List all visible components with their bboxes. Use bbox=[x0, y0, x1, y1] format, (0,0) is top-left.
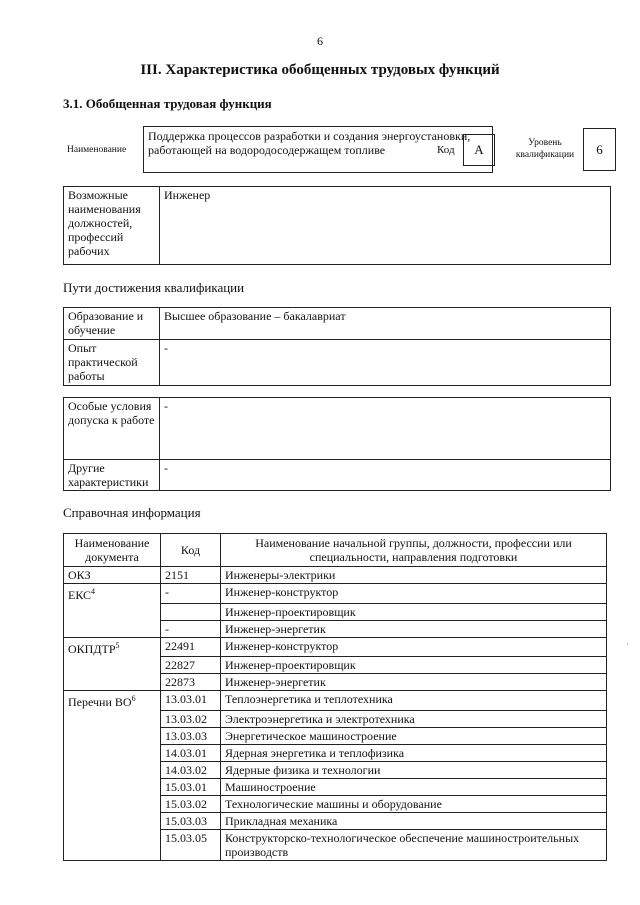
experience-label: Опыт практической работы bbox=[64, 340, 160, 386]
ref-code-cell: 22491 bbox=[161, 637, 221, 657]
ref-document-cell bbox=[64, 710, 161, 727]
function-code-value: А bbox=[463, 134, 495, 166]
ref-code-cell: 15.03.02 bbox=[161, 795, 221, 812]
ref-document-cell bbox=[64, 567, 161, 584]
ref-code-cell bbox=[161, 603, 221, 620]
table-row bbox=[64, 761, 607, 778]
table-row bbox=[64, 657, 607, 674]
ref-name-cell: Инженер-проектировщик bbox=[221, 603, 607, 620]
reference-title: Справочная информация bbox=[63, 505, 201, 520]
ref-name-cell: Прикладная механика bbox=[221, 812, 607, 829]
ref-code-cell: - bbox=[161, 620, 221, 637]
other-characteristics-value: - bbox=[160, 460, 611, 491]
ref-name-cell: Энергетическое машиностроение bbox=[221, 727, 607, 744]
table-row bbox=[64, 829, 607, 860]
table-row bbox=[64, 727, 607, 744]
ref-code-cell: 2151 bbox=[161, 567, 221, 584]
ref-name-cell: Инженер-конструктор bbox=[221, 584, 607, 604]
ref-name-cell: Инженер-проектировщик bbox=[221, 657, 607, 674]
table-row bbox=[64, 691, 607, 711]
table-row bbox=[64, 603, 607, 620]
ref-document-cell bbox=[64, 674, 161, 691]
table-row bbox=[64, 620, 607, 637]
ref-name-cell: Теплоэнергетика и теплотехника bbox=[221, 691, 607, 711]
ref-code-cell: 13.03.02 bbox=[161, 710, 221, 727]
ref-code-cell: - bbox=[161, 584, 221, 604]
subsection-title: 3.1. Обобщенная трудовая функция bbox=[63, 96, 272, 111]
table-row bbox=[64, 795, 607, 812]
ref-document-name: ОКЗ bbox=[68, 568, 91, 582]
table-row bbox=[64, 778, 607, 795]
ref-document-cell bbox=[64, 761, 161, 778]
ref-name-cell: Ядерные физика и технологии bbox=[221, 761, 607, 778]
ref-document-name: ЕКС bbox=[68, 588, 92, 602]
ref-name-cell: Инженер-энергетик bbox=[221, 674, 607, 691]
ref-code-cell: 14.03.02 bbox=[161, 761, 221, 778]
ref-document-cell bbox=[64, 744, 161, 761]
table-row bbox=[64, 744, 607, 761]
ref-code-cell: 13.03.03 bbox=[161, 727, 221, 744]
ref-code-cell: 15.03.01 bbox=[161, 778, 221, 795]
ref-code-cell: 14.03.01 bbox=[161, 744, 221, 761]
ref-document-cell bbox=[64, 691, 161, 711]
ref-header-code: Код bbox=[161, 534, 221, 567]
ref-code-cell: 15.03.03 bbox=[161, 812, 221, 829]
ref-header-document: Наименование документа bbox=[64, 534, 161, 567]
function-name-value: Поддержка процессов разработки и создания энергоустановки, работающей на водородосодержащем топливе bbox=[143, 126, 493, 173]
function-name-label: Наименование bbox=[67, 145, 127, 155]
ref-document-cell bbox=[64, 603, 161, 620]
table-row bbox=[64, 674, 607, 691]
section-title: III. Характеристика обобщенных трудовых функций bbox=[140, 62, 500, 78]
page-number: 6 bbox=[317, 34, 323, 48]
ref-document-cell bbox=[64, 727, 161, 744]
ref-name-cell: Ядерная энергетика и теплофизика bbox=[221, 744, 607, 761]
special-conditions-value: - bbox=[160, 398, 611, 460]
ref-document-cell bbox=[64, 657, 161, 674]
ref-document-cell bbox=[64, 584, 161, 604]
qualification-level-label: Уровень квалификации bbox=[515, 138, 575, 160]
table-row bbox=[64, 812, 607, 829]
ref-name-cell: Технологические машины и оборудование bbox=[221, 795, 607, 812]
education-experience-table bbox=[63, 307, 611, 386]
ref-code-cell: 22873 bbox=[161, 674, 221, 691]
ref-document-cell bbox=[64, 620, 161, 637]
qualification-level-value: 6 bbox=[583, 128, 616, 171]
positions-label: Возможные наименования должностей, профессий рабочих bbox=[64, 187, 160, 265]
positions-value: Инженер bbox=[160, 187, 611, 265]
ref-name-cell: Конструкторско-технологическое обеспечение машиностроительных производств bbox=[221, 829, 607, 860]
ref-document-name: Перечни ВО bbox=[68, 695, 132, 709]
ref-code-cell: 15.03.05 bbox=[161, 829, 221, 860]
footnote-marker: 5 bbox=[115, 640, 120, 650]
other-characteristics-label: Другие характеристики bbox=[64, 460, 160, 491]
margin-mark: · bbox=[626, 640, 629, 649]
ref-document-cell bbox=[64, 812, 161, 829]
ref-header-name: Наименование начальной группы, должности, профессии или специальности, направления подготовки bbox=[221, 534, 607, 567]
ref-name-cell: Электроэнергетика и электротехника bbox=[221, 710, 607, 727]
footnote-marker: 6 bbox=[131, 694, 136, 703]
ref-code-cell: 13.03.01 bbox=[161, 691, 221, 711]
ref-name-cell: Инженеры-электрики bbox=[221, 567, 607, 584]
special-conditions-table bbox=[63, 397, 611, 491]
ref-name-cell: Инженер-конструктор bbox=[221, 637, 607, 657]
generalized-function-header bbox=[63, 126, 618, 174]
experience-value: - bbox=[160, 340, 611, 386]
ref-document-cell bbox=[64, 637, 161, 657]
pathways-title: Пути достижения квалификации bbox=[63, 280, 245, 295]
table-row bbox=[64, 567, 607, 584]
ref-document-name: ОКПДТР bbox=[68, 641, 116, 656]
function-code-label: Код bbox=[437, 144, 455, 156]
table-row bbox=[64, 637, 607, 657]
ref-name-cell: Машиностроение bbox=[221, 778, 607, 795]
special-conditions-label: Особые условия допуска к работе bbox=[64, 398, 160, 460]
ref-name-cell: Инженер-энергетик bbox=[221, 620, 607, 637]
ref-document-cell bbox=[64, 778, 161, 795]
education-value: Высшее образование – бакалавриат bbox=[160, 308, 611, 340]
table-row bbox=[64, 710, 607, 727]
ref-document-cell bbox=[64, 795, 161, 812]
positions-table bbox=[63, 186, 611, 265]
ref-code-cell: 22827 bbox=[161, 657, 221, 674]
reference-table bbox=[63, 533, 607, 861]
ref-document-cell bbox=[64, 829, 161, 860]
footnote-marker: 4 bbox=[91, 587, 96, 596]
table-row bbox=[64, 584, 607, 604]
education-label: Образование и обучение bbox=[64, 308, 160, 340]
